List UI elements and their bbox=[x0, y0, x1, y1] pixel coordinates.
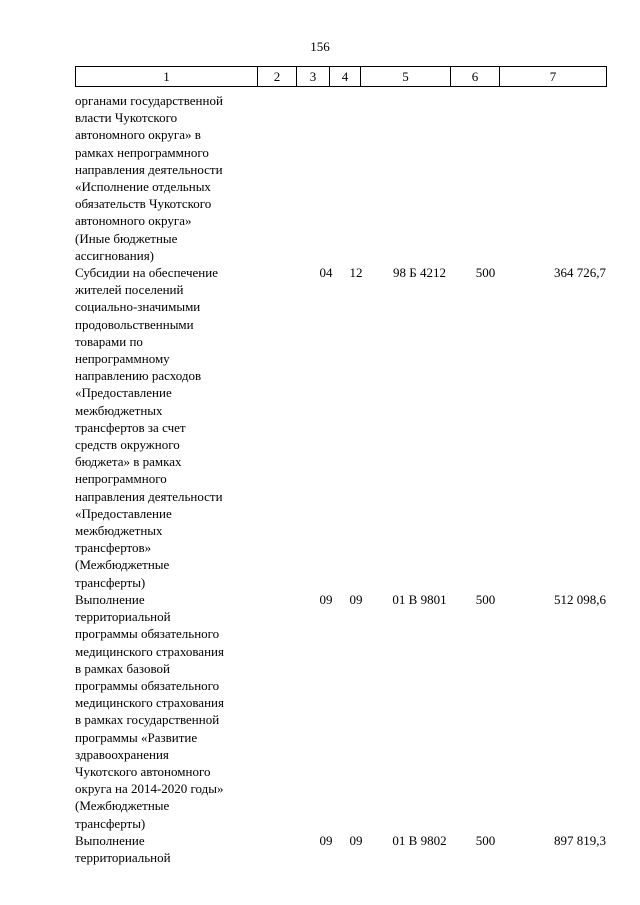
row-subsection-code: 09 bbox=[349, 591, 363, 607]
row-section-code: 04 bbox=[319, 265, 333, 281]
row-subsection-code: 12 bbox=[349, 265, 363, 281]
column-header-7: 7 bbox=[500, 67, 607, 87]
row-expense-type: 500 bbox=[475, 591, 496, 607]
row-amount: 364 726,7 bbox=[554, 265, 606, 281]
column-header-4: 4 bbox=[330, 67, 361, 87]
row-subsection-code: 09 bbox=[349, 832, 363, 848]
column-header-2: 2 bbox=[258, 67, 297, 87]
row-amount: 512 098,6 bbox=[554, 591, 606, 607]
table-row bbox=[75, 92, 606, 264]
row-description: Выполнение территориальной bbox=[75, 832, 171, 865]
table-body bbox=[75, 92, 606, 866]
row-description: Выполнение территориальной программы обязательного медицинского страхования в рамках базовой программы обязательного медицинского страхования в рамках государственной программы «Развитие здравоохранения Чукотского автономного округа на 2014-2020 годы» (Межбюджетные трансферты) bbox=[75, 591, 224, 831]
row-expense-type: 500 bbox=[475, 265, 496, 281]
row-section-code: 09 bbox=[319, 591, 333, 607]
table-row bbox=[75, 591, 606, 832]
column-header-6: 6 bbox=[451, 67, 500, 87]
row-target-article: 01 В 9801 bbox=[392, 591, 447, 607]
row-description: органами государственной власти Чукотского автономного округа» в рамках непрограммного направления деятельности «Исполнение отдельных обязательств Чукотского автономного округа» (Иные бюджетные ассигнования) bbox=[75, 93, 223, 263]
row-section-code: 09 bbox=[319, 832, 333, 848]
column-header-5: 5 bbox=[361, 67, 451, 87]
column-header-row bbox=[76, 67, 607, 87]
table-row bbox=[75, 832, 606, 866]
page-number: 156 bbox=[310, 39, 330, 54]
row-target-article: 98 Б 4212 bbox=[393, 265, 446, 281]
row-amount: 897 819,3 bbox=[554, 832, 606, 848]
row-expense-type: 500 bbox=[475, 832, 496, 848]
column-header-table bbox=[75, 66, 607, 87]
row-description: Субсидии на обеспечение жителей поселений социально-значимыми продовольственными товарами по непрограммному направлению расходов «Предоставление межбюджетных трансфертов за счет средств окружного бюджета» в рамках непрограммного направления деятельности «Предоставление межбюджетных трансфертов» (Межбюджетные трансферты) bbox=[75, 265, 223, 590]
table-row bbox=[75, 264, 606, 591]
row-target-article: 01 В 9802 bbox=[392, 832, 447, 848]
column-header-1: 1 bbox=[76, 67, 258, 87]
column-header-3: 3 bbox=[297, 67, 330, 87]
